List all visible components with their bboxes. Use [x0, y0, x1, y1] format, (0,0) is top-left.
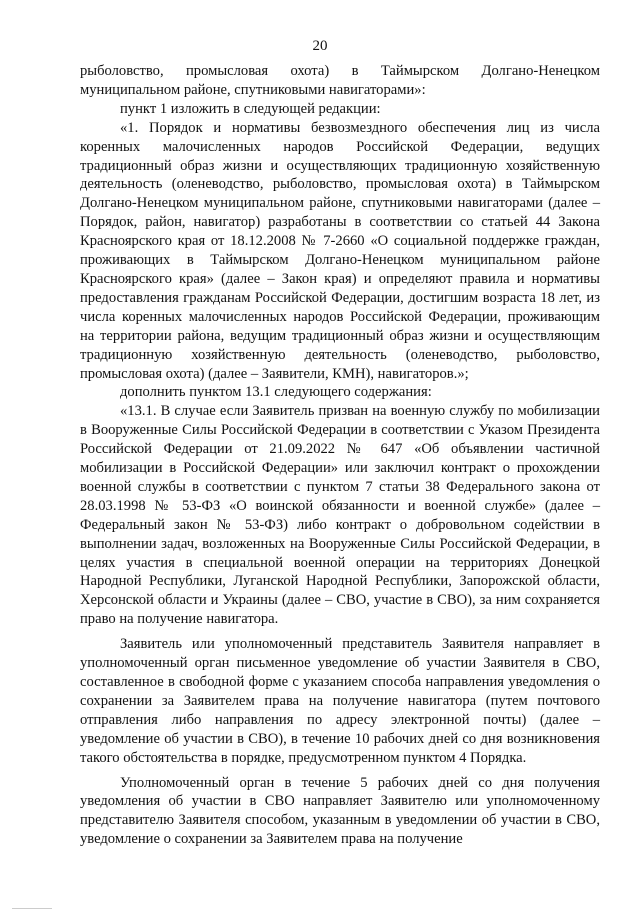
paragraph-notification: Заявитель или уполномоченный представитель Заявителя направляет в уполномоченный орган письменное уведомление об участии Заявителя в СВО, составленное в свободной форме с указанием способа направления уведомления о сохранении за Заявителем права на получение навигатора (путем почтового отправления либо направления по адресу электронной почты) (далее – уведомление об участии в СВО), в течение 10 рабочих дней со дня возникновения такого обстоятельства в порядке, предусмотренном пунктом 4 Порядка. — [80, 636, 600, 766]
paragraph-continuation: рыболовство, промысловая охота) в Таймырском Долгано-Ненецком муниципальном районе, спутниковыми навигаторами»: — [80, 63, 600, 98]
paragraph-clause-1: «1. Порядок и нормативы безвозмездного обеспечения лиц из числа коренных малочисленных народов Российской Федерации, ведущих традиционный образ жизни и осуществляющих традиционную хозяйственную деятельность (оленеводство, рыболовство, промысловая охота) в Таймырском Долгано-Ненецком муниципальном районе, спутниковыми навигаторами (далее – Порядок, район, навигатор) разработаны в соответствии со статьей 44 Закона Красноярского края от 18.12.2008 № 7-2660 «О социальной поддержке граждан, проживающих в Таймырском Долгано-Ненецком муниципальном районе Красноярского края» (далее – Закон края) и определяют правила и нормативы предоставления гражданам Российской Федерации, достигшим возраста 18 лет, из числа коренных малочисленных народов Российской Федерации, проживающим на территории района, ведущим традиционный образ жизни и осуществляющим традиционную хозяйственную деятельность (оленеводство, рыболовство, промысловая охота) (далее – Заявители, КМН), навигаторов.»; — [80, 119, 600, 382]
paragraph-authority-response: Уполномоченный орган в течение 5 рабочих дней со дня получения уведомления об участии в СВО направляет Заявителю или уполномоченному представителю Заявителя способом, указанным в уведомлении об участии в СВО, уведомление о сохранении за Заявителем права на получение — [80, 774, 600, 848]
page-number: 20 — [312, 38, 328, 54]
paragraph-instruction-1: пункт 1 изложить в следующей редакции: — [120, 100, 381, 117]
paragraph-clause-13-1: «13.1. В случае если Заявитель призван на военную службу по мобилизации в Вооруженные Силы Российской Федерации в соответствии с Указом Президента Российской Федерации от 21.09.2022 № 647 «Об объявлении частичной мобилизации в Российской Федерации» или заключил контракт о прохождении военной службы в соответствии с пунктом 7 статьи 38 Федерального закона от 28.03.1998 № 53-ФЗ «О воинской обязанности и военной службе» (далее – Федеральный закон № 53-ФЗ) либо контракт о добровольном содействии в выполнении задач, возложенных на Вооруженные Силы Российской Федерации, в целях участия в специальной военной операции на территориях Донецкой Народной Республики, Луганской Народной Республики, Запорожской области, Херсонской области и Украины (далее – СВО, участие в СВО), за ним сохраняется право на получение навигатора. — [80, 403, 600, 628]
paragraph-instruction-2: дополнить пунктом 13.1 следующего содержания: — [120, 384, 432, 401]
scan-edge-line — [12, 908, 52, 909]
document-body — [80, 62, 600, 849]
